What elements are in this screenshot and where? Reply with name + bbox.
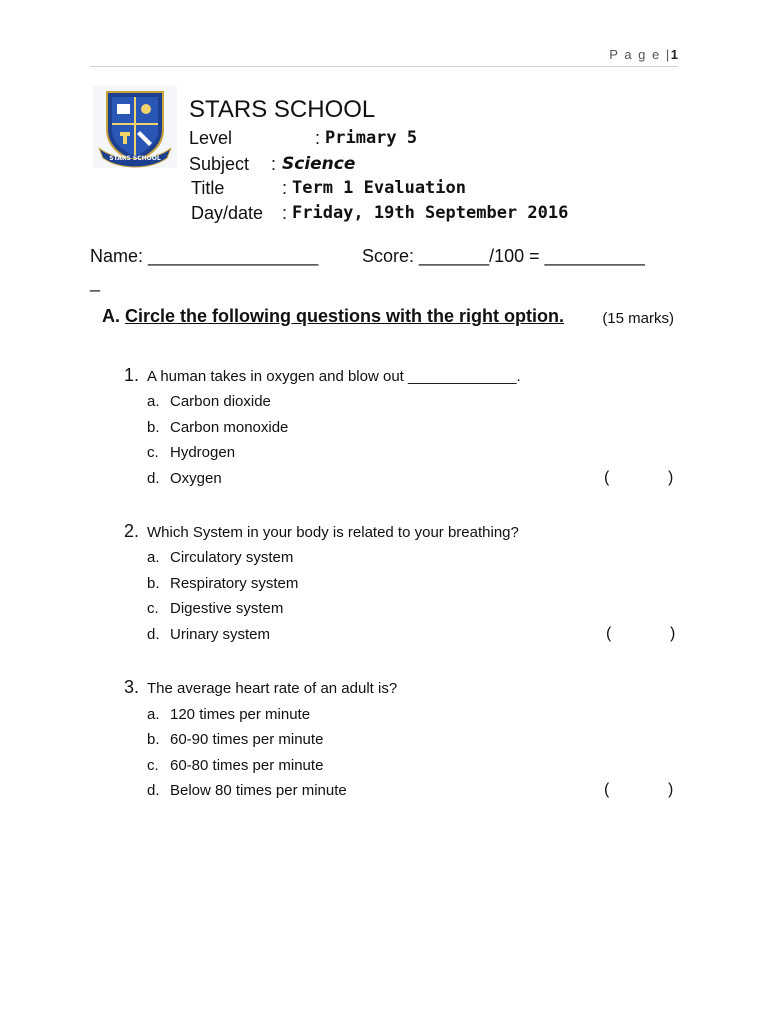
section-title: Circle the following questions with the right option. xyxy=(125,306,564,326)
subject-label: Subject xyxy=(189,154,250,174)
info-row-level xyxy=(189,128,549,152)
section-letter: A. xyxy=(102,306,120,326)
title-value: Term 1 Evaluation xyxy=(292,178,466,198)
option-text[interactable]: Carbon monoxide xyxy=(170,419,289,436)
answer-box-open[interactable]: ( xyxy=(606,625,612,642)
option-text[interactable]: Oxygen xyxy=(170,470,222,487)
info-row-subject xyxy=(189,154,549,178)
question-text: The average heart rate of an adult is? xyxy=(147,680,398,697)
school-crest-logo xyxy=(93,86,177,168)
option-letter: b. xyxy=(147,419,160,436)
date-colon: : xyxy=(282,203,288,223)
level-label: Level xyxy=(189,128,233,148)
header-divider xyxy=(90,66,678,67)
page-number: 1 xyxy=(670,47,678,62)
option-letter: a. xyxy=(147,393,160,410)
info-row-date xyxy=(189,203,569,227)
option-text[interactable]: 60-80 times per minute xyxy=(170,757,324,774)
option-text[interactable]: 120 times per minute xyxy=(170,706,311,723)
answer-box-open[interactable]: ( xyxy=(604,469,610,486)
wrapped-underscore: _ xyxy=(90,272,101,292)
question-number: 3. xyxy=(124,677,140,697)
answer-box-open[interactable]: ( xyxy=(604,781,610,798)
page-number-label xyxy=(609,47,678,62)
option-letter: d. xyxy=(147,470,160,487)
question-text: A human takes in oxygen and blow out _____________. xyxy=(147,368,521,385)
answer-box-close[interactable]: ) xyxy=(668,781,674,798)
question-number: 1. xyxy=(124,365,140,385)
level-colon: : xyxy=(315,128,321,148)
crest-banner-text: STARS SCHOOL xyxy=(109,155,161,162)
subject-value: Science xyxy=(282,154,356,174)
subject-colon: : xyxy=(271,154,277,174)
section-marks: (15 marks) xyxy=(602,310,674,327)
option-letter: b. xyxy=(147,731,160,748)
info-row-title xyxy=(189,178,549,202)
name-field[interactable]: Name: _________________ xyxy=(90,246,319,266)
option-letter: a. xyxy=(147,706,160,723)
option-text[interactable]: Carbon dioxide xyxy=(170,393,271,410)
option-text[interactable]: Respiratory system xyxy=(170,575,299,592)
level-value: Primary 5 xyxy=(325,128,418,148)
option-text[interactable]: 60-90 times per minute xyxy=(170,731,324,748)
option-text[interactable]: Below 80 times per minute xyxy=(170,782,347,799)
school-name: STARS SCHOOL xyxy=(189,96,376,123)
answer-box-close[interactable]: ) xyxy=(668,469,674,486)
option-text[interactable]: Urinary system xyxy=(170,626,271,643)
score-field[interactable]: Score: _______/100 = __________ xyxy=(362,246,645,266)
title-label: Title xyxy=(191,178,225,198)
option-letter: b. xyxy=(147,575,160,592)
question-number: 2. xyxy=(124,521,140,541)
page-separator: | xyxy=(665,47,671,62)
option-text[interactable]: Digestive system xyxy=(170,600,284,617)
option-letter: c. xyxy=(147,757,159,774)
date-value: Friday, 19th September 2016 xyxy=(292,203,569,223)
option-letter: c. xyxy=(147,600,159,617)
date-label: Day/date xyxy=(191,203,264,223)
question-text: Which System in your body is related to your breathing? xyxy=(147,524,519,541)
option-text[interactable]: Hydrogen xyxy=(170,444,236,461)
title-colon: : xyxy=(282,178,288,198)
option-letter: c. xyxy=(147,444,159,461)
section-heading xyxy=(102,306,564,327)
option-text[interactable]: Circulatory system xyxy=(170,549,294,566)
answer-box-close[interactable]: ) xyxy=(670,625,676,642)
page-word: P a g e xyxy=(609,47,661,62)
option-letter: a. xyxy=(147,549,160,566)
option-letter: d. xyxy=(147,626,160,643)
option-letter: d. xyxy=(147,782,160,799)
